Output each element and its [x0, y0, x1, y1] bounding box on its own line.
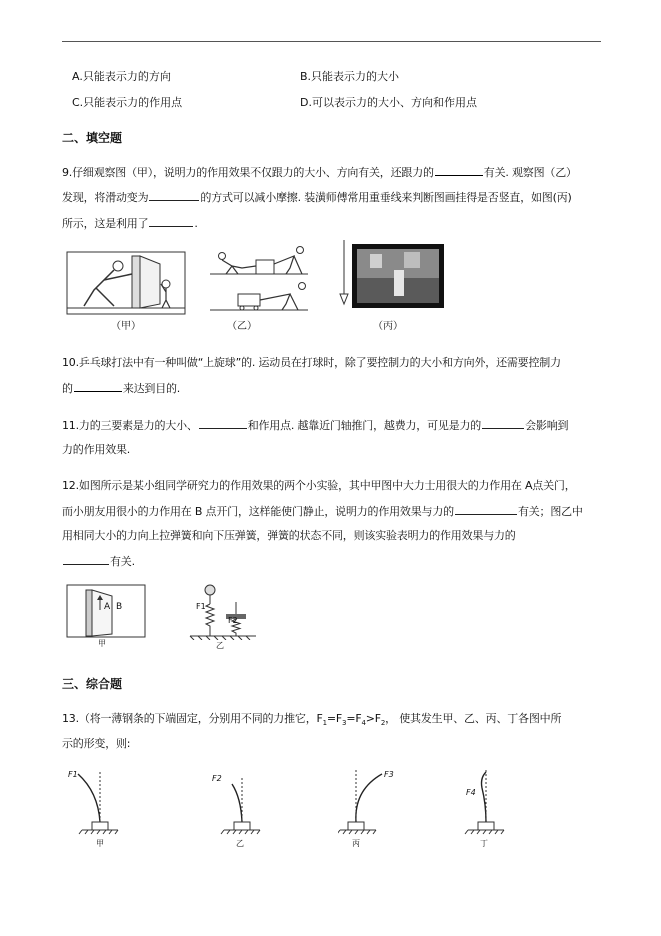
q12-text: 有关；图乙中 — [517, 505, 583, 518]
q9-caption-jia: （甲） — [111, 321, 141, 332]
q10-line2 — [62, 381, 180, 396]
q13-label-f3: F3 — [384, 770, 394, 779]
q12-text: 有关. — [110, 555, 135, 568]
q13-sub: 2 — [380, 719, 386, 728]
q13-sub: 1 — [322, 719, 327, 728]
q11-line1 — [62, 418, 568, 433]
q13-sub: 4 — [361, 719, 366, 728]
answer-blank — [149, 216, 193, 227]
q10-line1: 10.乒乓球打法中有一种叫做“上旋球”的. 运动员在打球时，除了要控制力的大小和方向外，还需要控制力 — [62, 356, 561, 369]
q13-line1 — [62, 712, 561, 730]
q12-caption-jia: 甲 — [98, 639, 106, 648]
q13-sub: 3 — [342, 719, 347, 728]
q12-fig-label-a: A — [104, 602, 111, 612]
answer-blank — [149, 190, 199, 201]
q13-text: >F — [365, 712, 381, 725]
q13-text: =F — [346, 712, 362, 725]
q9-text: 的方式可以减小摩擦. 装潢师傅常用重垂线来判断图画挂得是否竖直，如图(丙) — [200, 191, 572, 204]
q11-line2: 力的作用效果. — [62, 443, 131, 456]
q11-text: 和作用点. 越靠近门轴推门，越费力，可见是力的 — [247, 419, 482, 432]
q9-text: 所示，这是利用了 — [62, 217, 149, 230]
q9-figure-bing — [334, 238, 446, 318]
q12-line4 — [62, 554, 135, 569]
q11-text: 会影响到 — [525, 419, 569, 432]
section-heading-fill-in: 二、填空题 — [62, 131, 123, 145]
q12-line2 — [62, 504, 583, 519]
option-d: D.可以表示力的大小、方向和作用点 — [300, 96, 477, 109]
q10-text: 来达到目的. — [122, 382, 181, 395]
q9-caption-yi: （乙） — [227, 321, 257, 332]
q9-text: 有关. 观察图（乙） — [483, 166, 577, 179]
q9-line3 — [62, 216, 198, 231]
option-b: B.只能表示力的大小 — [300, 70, 400, 83]
q12-figure-yi — [188, 584, 258, 640]
q12-text: 而小朋友用很小的力作用在 B 点开门，这样能使门静止，说明力的作用效果与力的 — [62, 505, 454, 518]
q13-line2: 示的形变，则: — [62, 737, 131, 750]
answer-blank — [482, 418, 524, 429]
q12-line1: 12.如图所示是某小组同学研究力的作用效果的两个小实验，其中甲图中大力士用很大的力作用在 A点关门， — [62, 479, 576, 492]
answer-blank — [199, 418, 247, 429]
q12-line3: 用相同大小的力向上拉弹簧和向下压弹簧，弹簧的状态不同，则该实验表明力的作用效果与力的 — [62, 529, 516, 542]
q9-line2 — [62, 190, 572, 205]
q9-text: 9.仔细观察图（甲），说明力的作用效果不仅跟力的大小、方向有关，还跟力的 — [62, 166, 434, 179]
q13-caption-jia: 甲 — [96, 839, 104, 848]
q12-fig-label-f1: F1 — [196, 602, 206, 611]
option-c: C.只能表示力的作用点 — [72, 96, 183, 109]
q9-text: 发现，将滑动变为 — [62, 191, 149, 204]
q9-text: . — [194, 217, 198, 230]
q12-caption-yi: 乙 — [216, 641, 224, 650]
section-heading-comprehensive: 三、综合题 — [62, 677, 123, 691]
q11-text: 11.力的三要素是力的大小、 — [62, 419, 198, 432]
q9-caption-bing: （丙） — [373, 321, 403, 332]
q13-text: ， 使其发生甲、乙、丙、丁各图中所 — [385, 712, 562, 725]
q13-text: 13.（将一薄钢条的下端固定，分别用不同的力推它，F — [62, 712, 323, 725]
answer-blank — [435, 165, 483, 176]
q13-caption-yi: 乙 — [236, 839, 244, 848]
answer-blank — [455, 504, 517, 515]
q13-label-f2: F2 — [212, 774, 222, 783]
q12-fig-label-f2: F2 — [228, 616, 238, 625]
q9-figure-jia — [66, 248, 186, 316]
q13-caption-bing: 丙 — [352, 839, 360, 848]
q13-label-f1: F1 — [68, 770, 78, 779]
option-a: A.只能表示力的方向 — [72, 70, 171, 83]
answer-blank — [63, 554, 109, 565]
header-rule — [62, 41, 601, 42]
q10-text: 的 — [62, 382, 73, 395]
answer-blank — [74, 381, 122, 392]
q9-line1 — [62, 165, 577, 180]
q13-text: =F — [326, 712, 343, 725]
q13-figure-ding — [456, 768, 516, 840]
q9-figure-yi — [210, 246, 310, 316]
q13-caption-ding: 丁 — [480, 839, 488, 848]
q13-label-f4: F4 — [466, 788, 476, 797]
q12-fig-label-b: B — [116, 602, 123, 612]
